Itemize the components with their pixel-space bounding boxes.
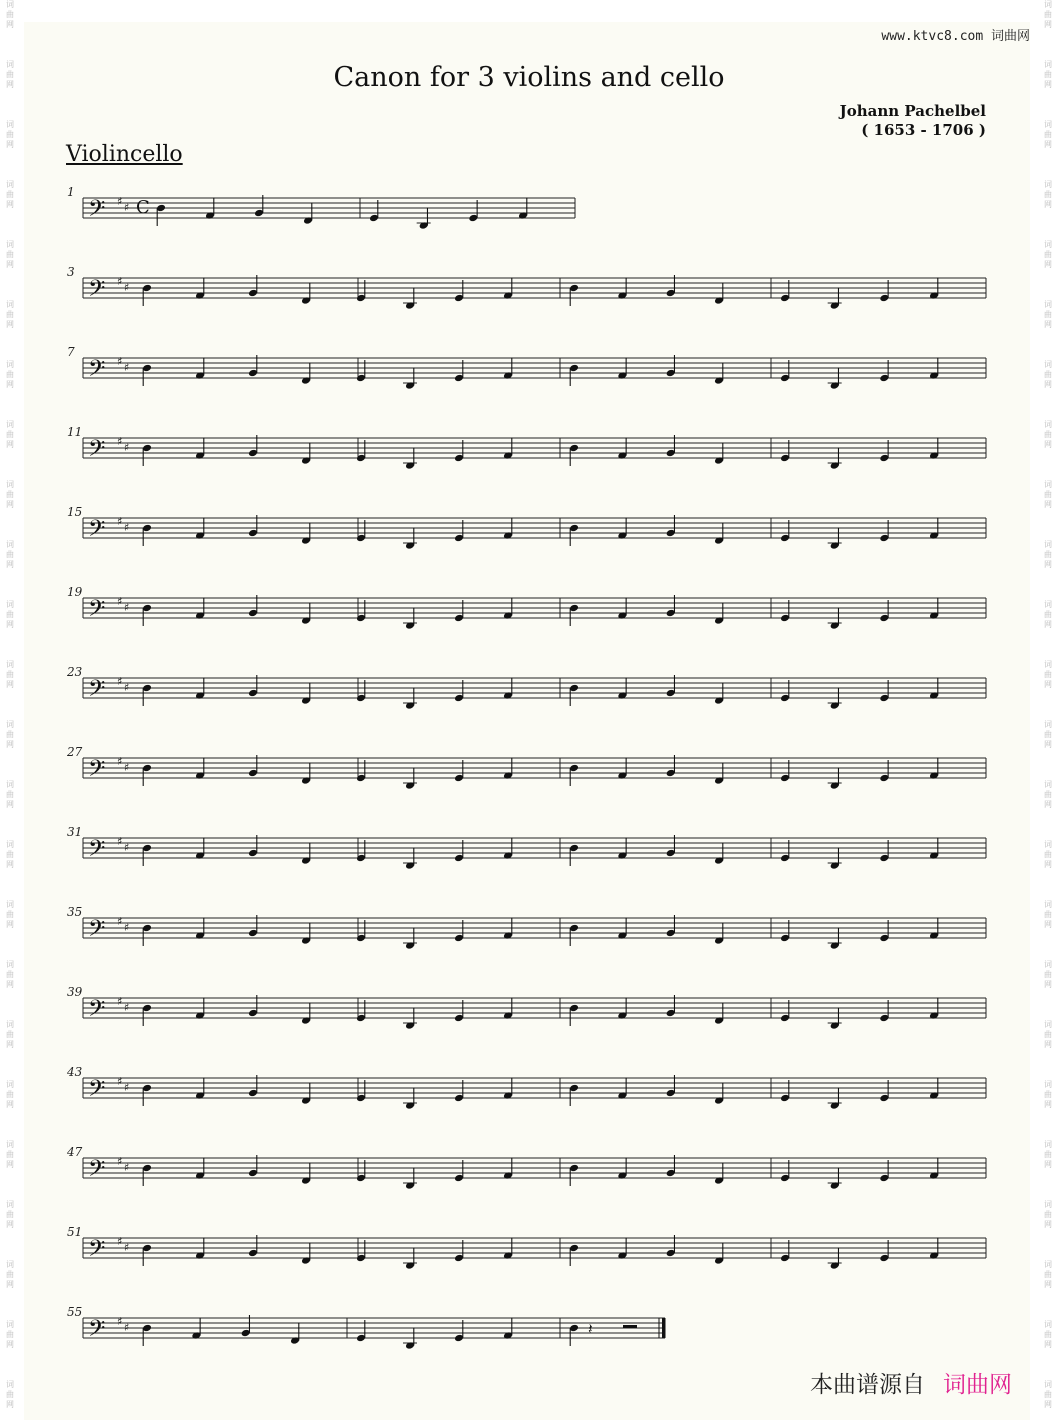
- bass-clef-icon: 𝄢: [88, 756, 106, 787]
- measure-number: 19: [67, 585, 83, 599]
- watermark-text: 词 曲 网: [6, 1140, 14, 1169]
- measure-number: 51: [67, 1225, 83, 1239]
- watermark-text: 词 曲 网: [1044, 660, 1052, 689]
- final-thick-barline: [662, 1318, 666, 1338]
- measure-number: 31: [67, 825, 83, 839]
- watermark-text: 词 曲 网: [1044, 180, 1052, 209]
- measure-number: 39: [67, 985, 83, 999]
- sharp-f-icon: ♯: [117, 835, 123, 848]
- watermark-text: 词 曲 网: [6, 660, 14, 689]
- staff-system: [67, 425, 986, 470]
- sharp-c-icon: ♯: [124, 521, 130, 534]
- bass-clef-icon: 𝄢: [88, 356, 106, 387]
- measure-number: 43: [67, 1065, 83, 1079]
- watermark-text: 词 曲 网: [6, 0, 14, 29]
- bass-clef-icon: 𝄢: [88, 996, 106, 1027]
- sharp-f-icon: ♯: [117, 515, 123, 528]
- staff-system: [67, 345, 986, 390]
- watermark-text: 词 曲 网: [6, 720, 14, 749]
- sharp-f-icon: ♯: [117, 435, 123, 448]
- sharp-c-icon: ♯: [124, 1321, 130, 1334]
- staff-system: [67, 1225, 986, 1270]
- bass-clef-icon: 𝄢: [88, 916, 106, 947]
- measure-number: 1: [67, 185, 75, 199]
- measure-number: 23: [67, 665, 83, 679]
- bass-clef-icon: 𝄢: [88, 196, 106, 227]
- watermark-text: 词 曲 网: [6, 240, 14, 269]
- sharp-c-icon: ♯: [124, 921, 130, 934]
- watermark-text: 词 曲 网: [6, 780, 14, 809]
- watermark-text: 词 曲 网: [1044, 1200, 1052, 1229]
- credit-prefix: 本曲谱源自: [810, 1372, 925, 1398]
- staff-system: [67, 505, 986, 550]
- bass-clef-icon: 𝄢: [88, 596, 106, 627]
- sharp-f-icon: ♯: [117, 1315, 123, 1328]
- staff-system: [67, 1305, 666, 1350]
- sharp-f-icon: ♯: [117, 995, 123, 1008]
- staff-system: [66, 745, 986, 790]
- watermark-text: 词 曲 网: [1044, 480, 1052, 509]
- bass-clef-icon: 𝄢: [88, 276, 106, 307]
- quarter-rest-icon: 𝄽: [588, 1320, 593, 1338]
- staff-system: [67, 985, 986, 1030]
- bass-clef-icon: 𝄢: [88, 1076, 106, 1107]
- watermark-text: 词 曲 网: [1044, 60, 1052, 89]
- sharp-f-icon: ♯: [117, 275, 123, 288]
- watermark-text: 词 曲 网: [6, 60, 14, 89]
- sharp-c-icon: ♯: [124, 1161, 130, 1174]
- half-rest-icon: [623, 1325, 637, 1328]
- measure-number: 47: [67, 1145, 83, 1159]
- watermark-text: 词 曲 网: [1044, 600, 1052, 629]
- staff-system: [66, 1145, 986, 1190]
- watermark-text: 词 曲 网: [1044, 360, 1052, 389]
- credit-site[interactable]: 词曲网: [943, 1372, 1012, 1398]
- watermark-text: 词 曲 网: [6, 420, 14, 449]
- bass-clef-icon: 𝄢: [88, 1236, 106, 1267]
- watermark-text: 词 曲 网: [1044, 960, 1052, 989]
- sharp-f-icon: ♯: [117, 195, 123, 208]
- bass-clef-icon: 𝄢: [88, 436, 106, 467]
- watermark-text: 词 曲 网: [1044, 1140, 1052, 1169]
- watermark-text: 词 曲 网: [1044, 120, 1052, 149]
- watermark-text: 词 曲 网: [6, 1380, 14, 1409]
- watermark-text: 词 曲 网: [1044, 1320, 1052, 1349]
- composer-name: Johann Pachelbel: [839, 102, 986, 120]
- sharp-c-icon: ♯: [124, 1241, 130, 1254]
- watermark-text: 词 曲 网: [6, 480, 14, 509]
- watermark-text: 词 曲 网: [6, 180, 14, 209]
- common-time-icon: C: [136, 197, 150, 218]
- watermark-text: 词 曲 网: [1044, 720, 1052, 749]
- watermark-text: 词 曲 网: [1044, 420, 1052, 449]
- bass-clef-icon: 𝄢: [88, 516, 106, 547]
- sharp-c-icon: ♯: [124, 1001, 130, 1014]
- site-url[interactable]: www.ktvc8.com 词曲网: [881, 29, 1030, 44]
- watermark-text: 词 曲 网: [1044, 540, 1052, 569]
- measure-number: 7: [67, 345, 75, 359]
- watermark-text: 词 曲 网: [6, 1200, 14, 1229]
- watermark-text: 词 曲 网: [1044, 900, 1052, 929]
- watermark-text: 词 曲 网: [6, 540, 14, 569]
- bass-clef-icon: 𝄢: [88, 1156, 106, 1187]
- sharp-f-icon: ♯: [117, 355, 123, 368]
- watermark-text: 词 曲 网: [6, 1080, 14, 1109]
- staff-system: [67, 185, 575, 230]
- sharp-f-icon: ♯: [117, 1155, 123, 1168]
- watermark-text: 词 曲 网: [6, 840, 14, 869]
- sharp-f-icon: ♯: [117, 915, 123, 928]
- watermark-text: 词 曲 网: [1044, 1260, 1052, 1289]
- composer-dates: ( 1653 - 1706 ): [861, 121, 986, 139]
- watermark-text: 词 曲 网: [6, 1020, 14, 1049]
- sharp-f-icon: ♯: [117, 1075, 123, 1088]
- sharp-c-icon: ♯: [124, 441, 130, 454]
- sharp-f-icon: ♯: [117, 595, 123, 608]
- staff-system: [67, 905, 986, 950]
- sharp-f-icon: ♯: [117, 1235, 123, 1248]
- sharp-c-icon: ♯: [124, 361, 130, 374]
- watermark-text: 词 曲 网: [6, 900, 14, 929]
- sharp-c-icon: ♯: [124, 601, 130, 614]
- watermark-text: 词 曲 网: [6, 600, 14, 629]
- sharp-f-icon: ♯: [117, 755, 123, 768]
- source-credit: [810, 1366, 1012, 1399]
- watermark-text: 词 曲 网: [1044, 1020, 1052, 1049]
- sharp-c-icon: ♯: [124, 841, 130, 854]
- sharp-c-icon: ♯: [124, 681, 130, 694]
- watermark-text: 词 曲 网: [6, 1260, 14, 1289]
- watermark-text: 词 曲 网: [6, 300, 14, 329]
- watermark-text: 词 曲 网: [6, 360, 14, 389]
- watermark-text: 词 曲 网: [1044, 1380, 1052, 1409]
- watermark-text: 词 曲 网: [1044, 0, 1052, 29]
- sharp-c-icon: ♯: [124, 1081, 130, 1094]
- watermark-text: 词 曲 网: [6, 1320, 14, 1349]
- watermark-text: 词 曲 网: [1044, 240, 1052, 269]
- sharp-c-icon: ♯: [124, 761, 130, 774]
- watermark-text: 词 曲 网: [6, 960, 14, 989]
- measure-number: 35: [67, 905, 83, 919]
- measure-number: 27: [67, 745, 83, 759]
- bass-clef-icon: 𝄢: [88, 1316, 106, 1347]
- piece-title: Canon for 3 violins and cello: [333, 62, 725, 93]
- staff-system: [67, 585, 986, 630]
- measure-number: 15: [67, 505, 83, 519]
- watermark-text: 词 曲 网: [1044, 300, 1052, 329]
- watermark-text: 词 曲 网: [1044, 780, 1052, 809]
- bass-clef-icon: 𝄢: [88, 676, 106, 707]
- sharp-c-icon: ♯: [124, 281, 130, 294]
- staff-system: [66, 1065, 986, 1110]
- sharp-f-icon: ♯: [117, 675, 123, 688]
- measure-number: 11: [67, 425, 83, 439]
- bass-clef-icon: 𝄢: [88, 836, 106, 867]
- instrument-label: Violincello: [66, 142, 183, 167]
- watermark-text: 词 曲 网: [6, 120, 14, 149]
- sharp-c-icon: ♯: [124, 201, 130, 214]
- measure-number: 3: [67, 265, 75, 279]
- measure-number: 55: [67, 1305, 83, 1319]
- watermark-text: 词 曲 网: [1044, 840, 1052, 869]
- staff-system: [66, 665, 986, 710]
- staff-system: [67, 265, 986, 310]
- staff-system: [67, 825, 986, 870]
- watermark-text: 词 曲 网: [1044, 1080, 1052, 1109]
